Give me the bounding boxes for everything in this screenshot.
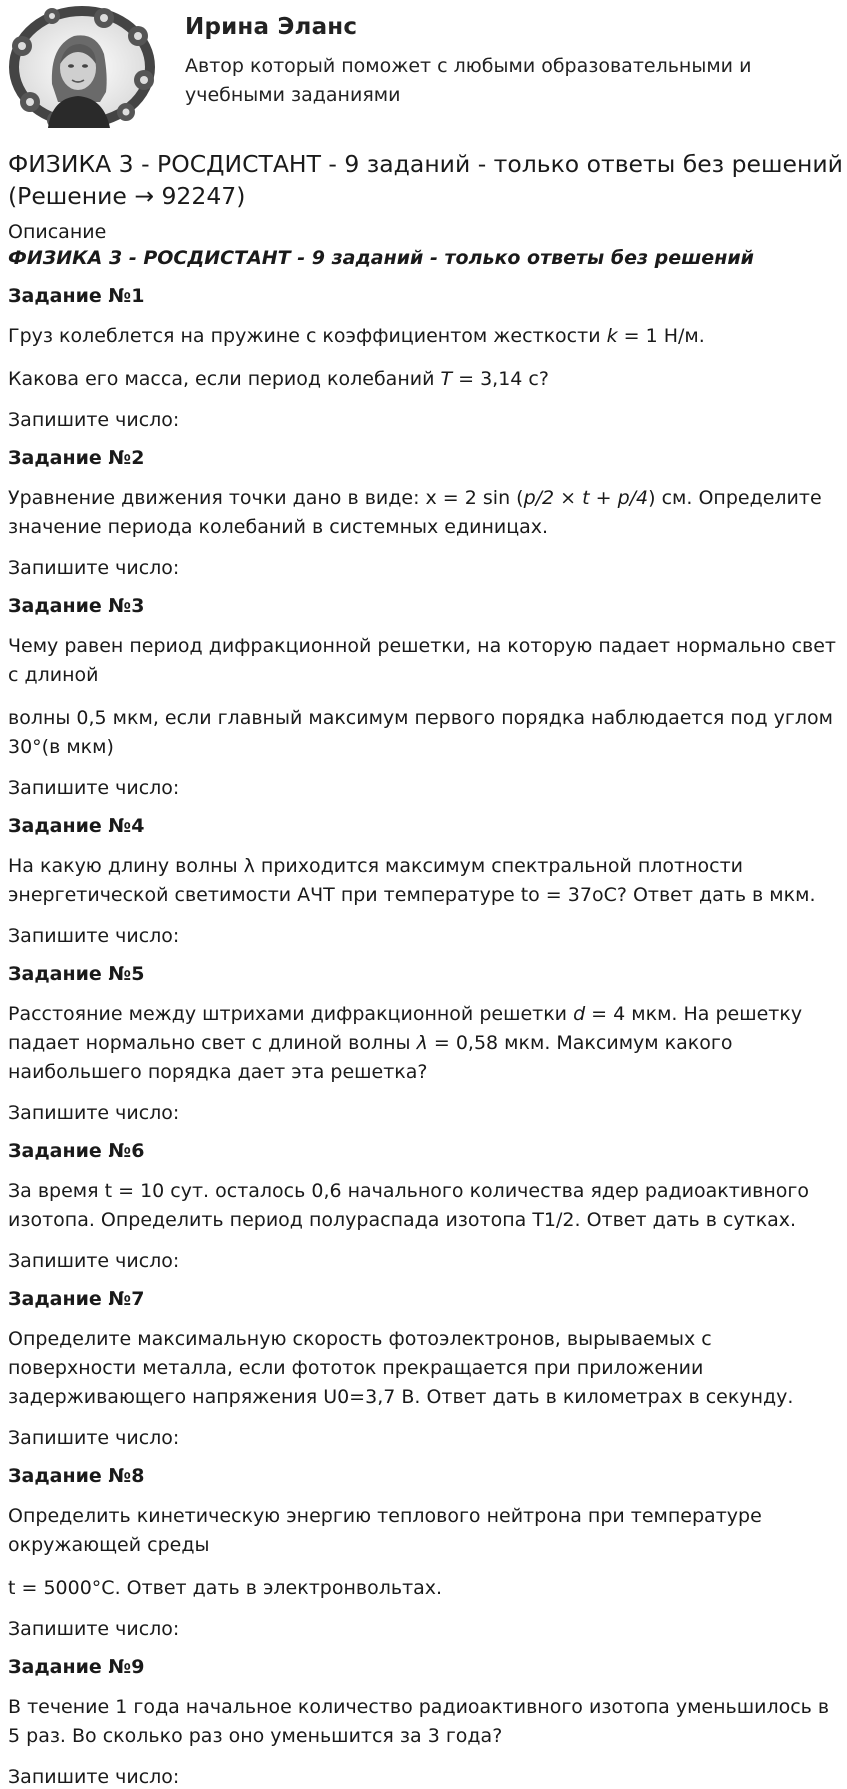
task-title: Задание №4 <box>8 815 145 837</box>
task-2 <box>8 446 843 580</box>
task-title: Задание №1 <box>8 285 145 307</box>
answer-prompt: Запишите число: <box>8 1102 180 1124</box>
task-text <box>8 1000 843 1087</box>
main-content <box>8 148 843 1789</box>
task-title: Задание №7 <box>8 1288 145 1310</box>
page-title: ФИЗИКА 3 - РОСДИСТАНТ - 9 заданий - только ответы без решений (Решение → 92247) <box>8 150 843 210</box>
task-9 <box>8 1655 843 1789</box>
author-avatar[interactable] <box>8 6 156 128</box>
task-5 <box>8 962 843 1125</box>
answer-prompt: Запишите число: <box>8 925 180 947</box>
variable-t: t <box>582 487 590 509</box>
task-6 <box>8 1139 843 1273</box>
task-title: Задание №8 <box>8 1465 145 1487</box>
description-subtitle: ФИЗИКА 3 - РОСДИСТАНТ - 9 заданий - только ответы без решений <box>8 247 754 269</box>
author-block <box>8 6 838 132</box>
task-text: Определите максимальную скорость фотоэлектронов, вырываемых с поверхности металла, если фототок прекращается при приложении задерживающего напряжения U0=3,7 В. Ответ дать в километрах в секунду. <box>8 1328 794 1408</box>
task-text: t = 5000°С. Ответ дать в электронвольтах. <box>8 1577 443 1599</box>
text-fragment: Какова его масса, если период колебаний <box>8 368 441 390</box>
task-1 <box>8 284 843 432</box>
answer-prompt: Запишите число: <box>8 557 180 579</box>
task-title: Задание №2 <box>8 447 145 469</box>
answer-prompt: Запишите число: <box>8 1427 180 1449</box>
text-fragment: × <box>554 487 583 509</box>
task-8 <box>8 1464 843 1641</box>
answer-prompt: Запишите число: <box>8 777 180 799</box>
text-fragment: ) см. Определите значение периода колебаний в системных единицах. <box>8 487 822 538</box>
text-fragment: + <box>589 487 618 509</box>
task-7 <box>8 1287 843 1450</box>
answer-prompt: Запишите число: <box>8 409 180 431</box>
text-fragment: = 0,58 мкм. Максимум какого наибольшего порядка дает эта решетка? <box>8 1032 733 1083</box>
task-title: Задание №9 <box>8 1656 145 1678</box>
text-fragment: Груз колеблется на пружине с коэффициентом жесткости <box>8 325 607 347</box>
answer-prompt: Запишите число: <box>8 1766 180 1788</box>
variable-p4: p/4 <box>617 487 649 509</box>
variable-t: T <box>440 368 453 390</box>
text-fragment: Расстояние между штрихами дифракционной решетки <box>8 1003 574 1025</box>
task-text: Определить кинетическую энергию теплового нейтрона при температуре окружающей среды <box>8 1505 762 1556</box>
task-text <box>8 365 843 394</box>
variable-d: d <box>573 1003 586 1025</box>
task-text: волны 0,5 мкм, если главный максимум первого порядка наблюдается под углом 30°(в мкм) <box>8 707 833 758</box>
task-3 <box>8 594 843 800</box>
task-text <box>8 484 843 542</box>
author-description: Автор который поможет с любыми образовательными и учебными заданиями <box>185 55 752 106</box>
task-text: За время t = 10 сут. осталось 0,6 начального количества ядер радиоактивного изотопа. Определить период полураспада изотопа T1/2. Ответ дать в сутках. <box>8 1180 810 1231</box>
text-fragment: = 1 Н/м. <box>617 325 705 347</box>
answer-prompt: Запишите число: <box>8 1618 180 1640</box>
task-title: Задание №3 <box>8 595 145 617</box>
text-fragment: Уравнение движения точки дано в виде: x = 2 sin ( <box>8 487 524 509</box>
task-title: Задание №6 <box>8 1140 145 1162</box>
text-fragment: = 3,14 с? <box>452 368 549 390</box>
task-4 <box>8 814 843 948</box>
author-name[interactable]: Ирина Эланс <box>185 14 358 40</box>
variable-p2: p/2 <box>523 487 555 509</box>
variable-lambda: λ <box>416 1032 428 1054</box>
description-label: Описание <box>8 221 107 243</box>
task-text: На какую длину волны λ приходится максимум спектральной плотности энергетической светимости АЧТ при температуре to = 37oC? Ответ дать в мкм. <box>8 855 816 906</box>
answer-prompt: Запишите число: <box>8 1250 180 1272</box>
task-text: Чему равен период дифракционной решетки, на которую падает нормально свет с длиной <box>8 635 836 686</box>
task-text <box>8 322 843 351</box>
variable-k: k <box>606 325 618 347</box>
task-title: Задание №5 <box>8 963 145 985</box>
text-fragment: = 4 мкм. На решетку падает нормально свет с длиной волны <box>8 1003 803 1054</box>
task-text: В течение 1 года начальное количество радиоактивного изотопа уменьшилось в 5 раз. Во сколько раз оно уменьшится за 3 года? <box>8 1696 830 1747</box>
